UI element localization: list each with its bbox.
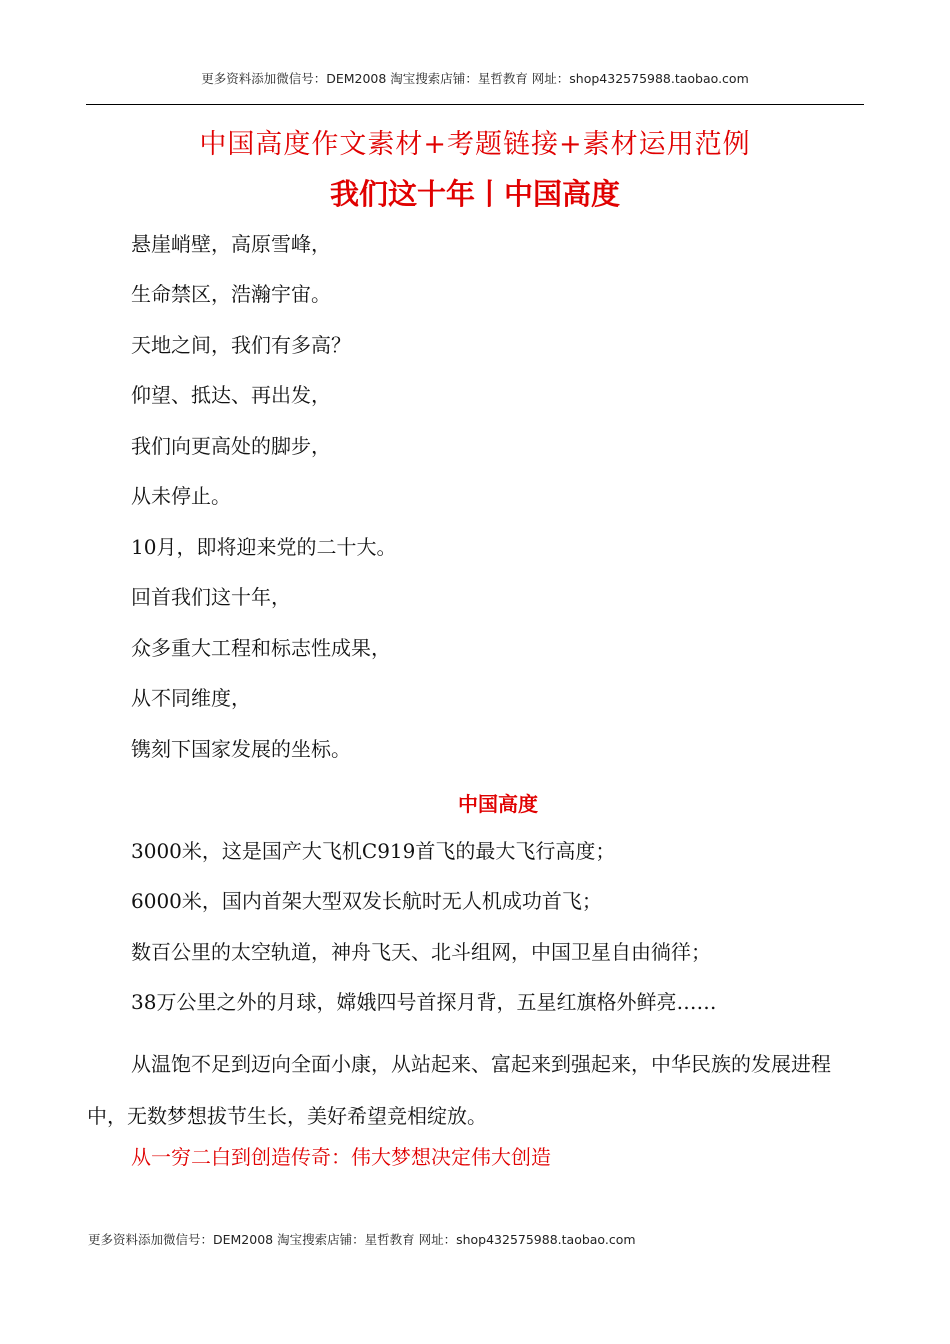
fact-line: 6000米，国内首架大型双发长航时无人机成功首飞； <box>131 889 602 913</box>
page-footer: 更多资料添加微信号：DEM2008 淘宝搜索店铺：星哲教育 网址：shop432575988.taobao.com <box>88 1232 636 1247</box>
poem-line: 镌刻下国家发展的坐标。 <box>131 737 351 761</box>
poem-line: 仰望、抵达、再出发， <box>131 383 331 407</box>
poem-line: 我们向更高处的脚步， <box>131 434 331 458</box>
header-divider <box>86 104 864 105</box>
poem-line: 从不同维度， <box>131 686 251 710</box>
subheading: 从一穷二白到创造传奇：伟大梦想决定伟大创造 <box>131 1145 551 1169</box>
fact-line: 38万公里之外的月球，嫦娥四号首探月背，五星红旗格外鲜亮…… <box>131 990 717 1014</box>
poem-line: 从未停止。 <box>131 484 231 508</box>
poem-line: 悬崖峭壁，高原雪峰， <box>131 232 331 256</box>
poem-line: 10月，即将迎来党的二十大。 <box>131 535 397 559</box>
poem-line: 天地之间，我们有多高？ <box>131 333 351 357</box>
document-subtitle: 我们这十年丨中国高度 <box>329 177 620 211</box>
document-title: 中国高度作文素材+考题链接+素材运用范例 <box>199 129 751 160</box>
fact-line: 数百公里的太空轨道，神舟飞天、北斗组网，中国卫星自由徜徉； <box>131 940 711 964</box>
page-header: 更多资料添加微信号：DEM2008 淘宝搜索店铺：星哲教育 网址：shop432575988.taobao.com <box>201 71 749 86</box>
section-title: 中国高度 <box>458 792 538 816</box>
poem-line: 回首我们这十年， <box>131 585 291 609</box>
poem-line: 生命禁区，浩瀚宇宙。 <box>131 282 331 306</box>
poem-line: 众多重大工程和标志性成果， <box>131 636 391 660</box>
fact-line: 3000米，这是国产大飞机C919首飞的最大飞行高度； <box>131 839 616 863</box>
body-paragraph: 从温饱不足到迈向全面小康，从站起来、富起来到强起来，中华民族的发展进程中，无数梦想拔节生长，美好希望竞相绽放。 <box>87 1052 831 1128</box>
